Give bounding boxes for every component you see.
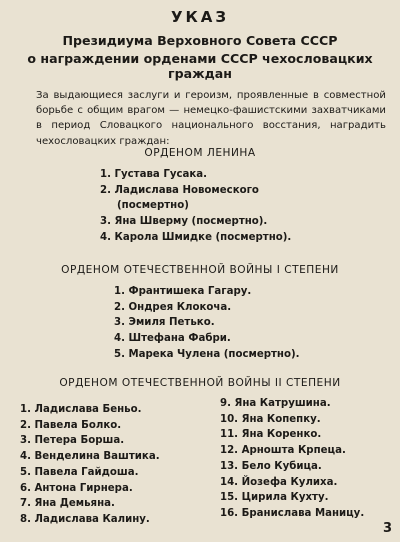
list-item: 3. Яна Шверму (посмертно). (100, 216, 268, 228)
list-item: 2. Ладислава Новомеского (100, 184, 259, 196)
section-heading-war-2nd: ОРДЕНОМ ОТЕЧЕСТВЕННОЙ ВОЙНЫ II СТЕПЕНИ (59, 377, 341, 389)
section-heading-lenin: ОРДЕНОМ ЛЕНИНА (144, 147, 256, 159)
order-lenin-list (100, 167, 291, 246)
list-item: (посмертно) (117, 200, 189, 212)
list-item: 1. Франтишека Гагару. (114, 286, 252, 297)
subtitle-line-2: о награждении орденами СССР чехословацких граждан (27, 51, 373, 81)
list-item: 9. Яна Катрушина. (220, 398, 331, 409)
order-war-2nd-list-left (20, 402, 160, 528)
list-item: 10. Яна Копепку. (220, 413, 321, 425)
order-war-1st-list (114, 284, 300, 363)
list-item: 4. Карола Шмидке (посмертно). (100, 231, 292, 243)
subtitle-line-1: Президиума Верховного Совета СССР (62, 33, 338, 48)
page-number: 3 (382, 521, 392, 536)
list-item: 2. Ондрея Клокоча. (114, 301, 232, 313)
list-item: 5. Марека Чулена (посмертно). (114, 348, 300, 360)
list-item: 4. Штефана Фабри. (114, 333, 231, 345)
section-heading-war-1st: ОРДЕНОМ ОТЕЧЕСТВЕННОЙ ВОЙНЫ I СТЕПЕНИ (61, 264, 339, 276)
document-title: УКАЗ (170, 8, 230, 26)
list-item: 12. Арношта Крпеца. (220, 445, 346, 457)
list-item: 13. Бело Кубица. (220, 460, 322, 472)
list-item: 5. Павела Гайдоша. (20, 466, 139, 478)
list-item: 4. Венделина Ваштика. (20, 451, 160, 463)
list-item: 6. Антона Гирнера. (20, 482, 133, 494)
list-item: 7. Яна Демьяна. (20, 498, 115, 510)
list-item: 15. Цирила Кухту. (220, 492, 329, 504)
list-item: 1. Ладислава Беньо. (20, 404, 142, 415)
list-item: 11. Яна Коренко. (220, 429, 322, 441)
list-item: 1. Густава Гусака. (100, 169, 208, 180)
list-item: 2. Павела Болко. (20, 419, 122, 431)
intro-paragraph: За выдающиеся заслуги и героизм, проявленные в совместной борьбе с общим врагом — немецко-фашистскими захватчиками в период Словацкого национального восстания, наградить чехословацких граждан: (36, 90, 386, 147)
list-item: 8. Ладислава Калину. (20, 513, 150, 525)
list-item: 14. Йозефа Кулиха. (220, 476, 338, 488)
list-item: 3. Петера Борша. (20, 435, 125, 447)
list-item: 3. Эмиля Петько. (114, 317, 215, 329)
list-item: 16. Бранислава Маницу. (220, 507, 365, 519)
order-war-2nd-list-right (220, 396, 364, 522)
